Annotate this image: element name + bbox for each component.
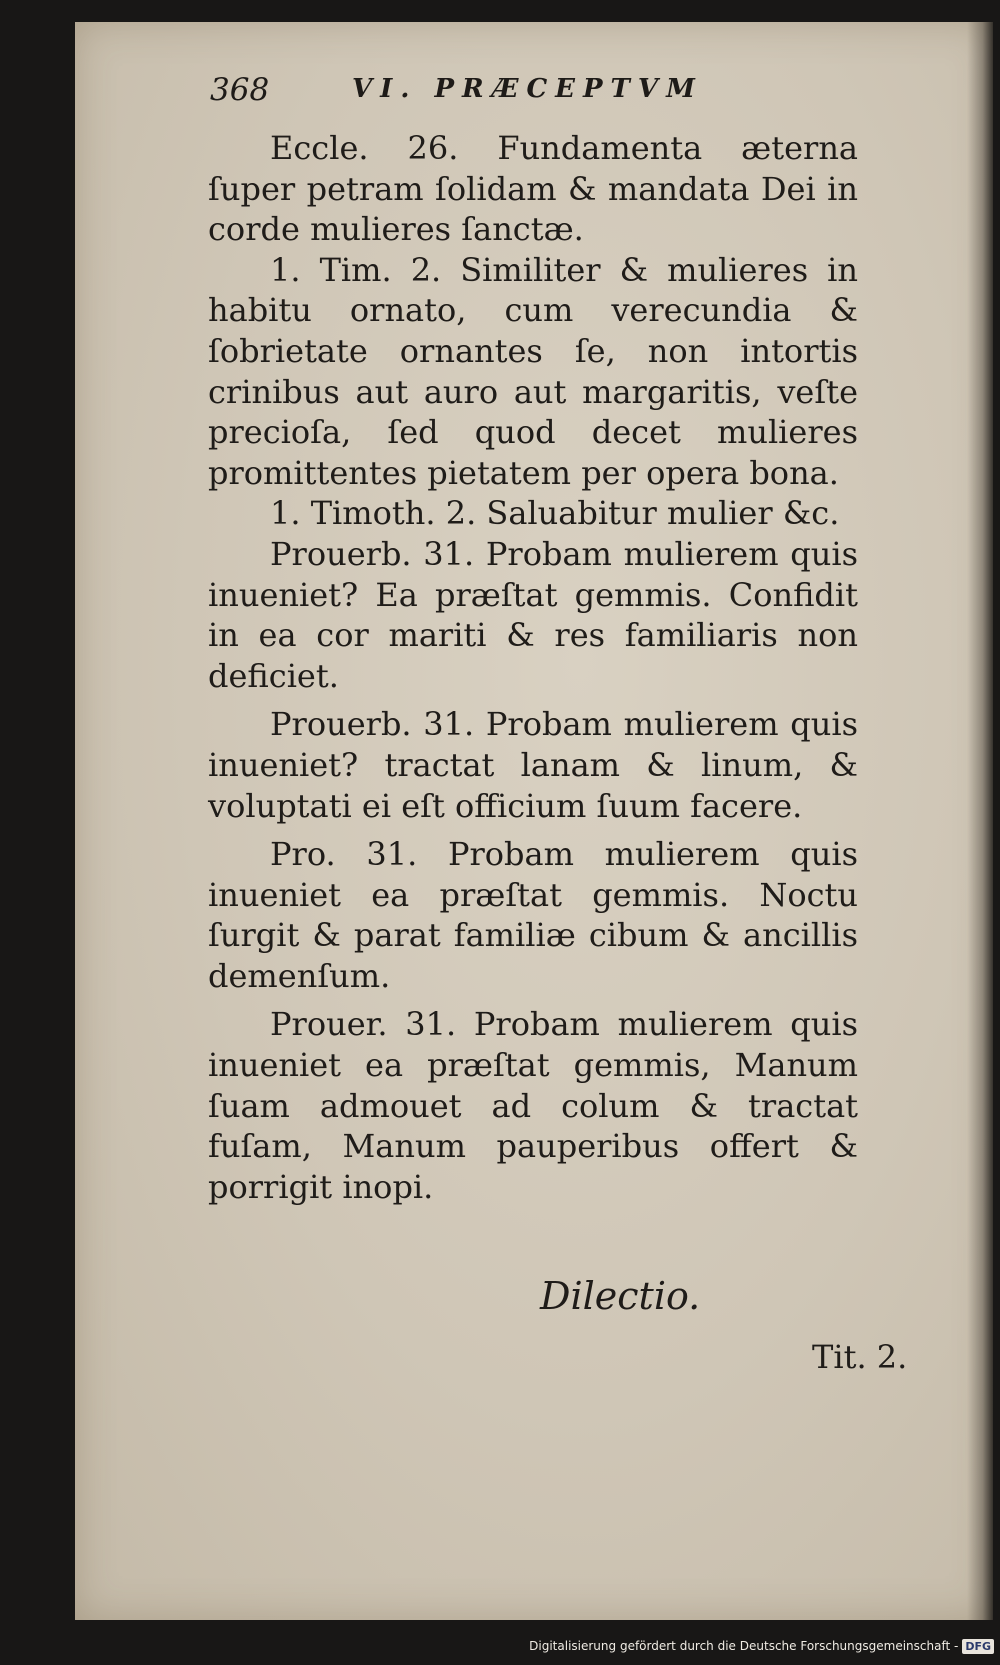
page-edge-shadow xyxy=(967,22,993,1620)
body-text xyxy=(208,128,858,1207)
digitization-credit xyxy=(529,1633,994,1659)
paragraph: Prouerb. 31. Probam mulierem quis inueniet? tractat lanam & linum, & voluptati ei eſt officium ſuum facere. xyxy=(208,705,858,825)
running-head: VI. PRÆCEPTVM xyxy=(352,74,703,104)
paragraph: 1. Timoth. 2. Saluabitur mulier &c. xyxy=(270,494,840,533)
credit-text: Digitalisierung gefördert durch die Deutsche Forschungsgemeinschaft - xyxy=(529,1639,959,1653)
section-heading: Dilectio. xyxy=(540,1274,701,1318)
paragraph: Prouerb. 31. Probam mulierem quis inueniet? Ea præſtat gemmis. Confidit in ea cor mariti & res familiaris non deficiet. xyxy=(208,534,858,695)
dfg-logo: DFG xyxy=(962,1639,994,1654)
paragraph: Prouer. 31. Probam mulierem quis inueniet ea præſtat gemmis, Manum ſuam admouet ad colum & tractat fuſam, Manum pauperibus offert & porrigit inopi. xyxy=(208,1005,858,1206)
catchword: Tit. 2. xyxy=(812,1338,908,1376)
paragraph: Pro. 31. Probam mulierem quis inueniet ea præſtat gemmis. Noctu ſurgit & parat familiæ cibum & ancillis demenſum. xyxy=(208,835,858,995)
page-number: 368 xyxy=(210,72,270,108)
paragraph: 1. Tim. 2. Similiter & mulieres in habitu ornato, cum verecundia & ſobrietate ornantes ſe, non intortis crinibus aut auro aut margaritis, veſte precioſa, ſed quod decet mulieres promittentes pietatem per opera bona. xyxy=(208,250,858,492)
paragraph: Eccle. 26. Fundamenta æterna ſuper petram ſolidam & mandata Dei in corde mulieres ſanctæ. xyxy=(208,129,858,249)
